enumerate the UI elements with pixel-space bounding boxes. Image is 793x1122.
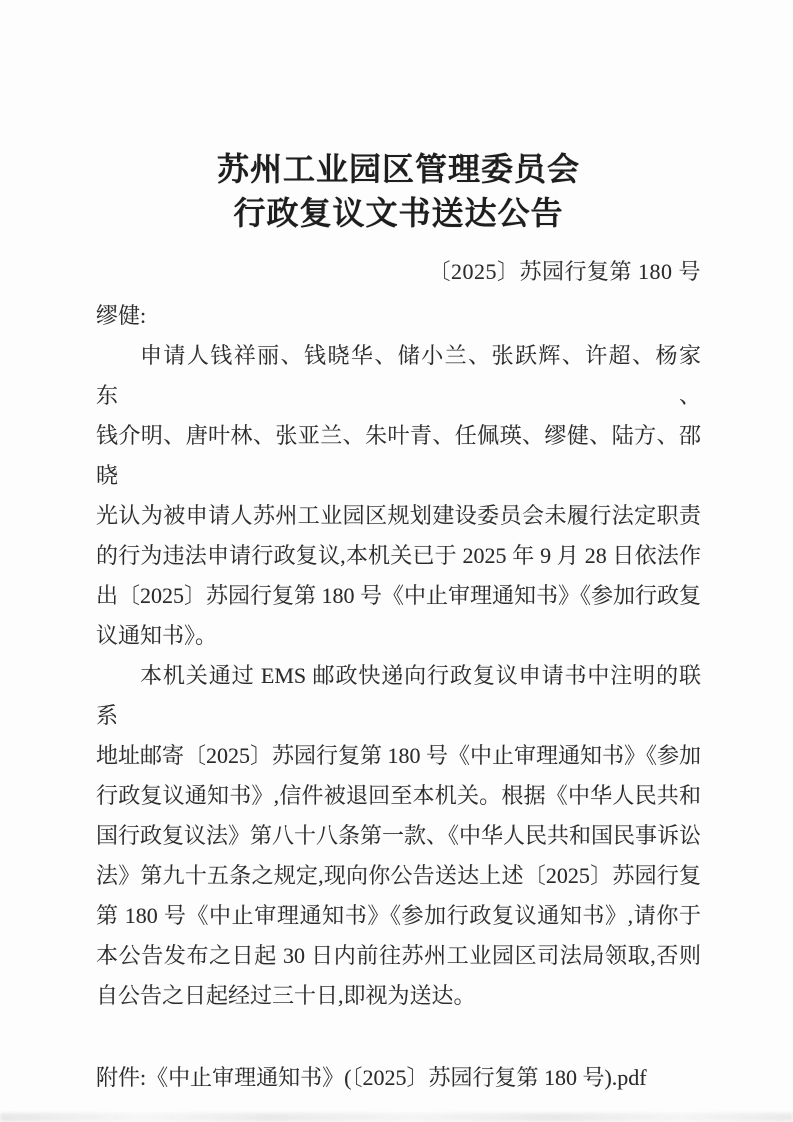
paragraph-line: 国行政复议法》第八十八条第一款、《中华人民共和国民事诉讼 <box>96 823 702 848</box>
document-title-line-1: 苏州工业园区管理委员会 <box>216 151 580 187</box>
paragraph-1 <box>96 336 701 656</box>
paragraph-line: 本公告发布之日起 30 日内前往苏州工业园区司法局领取,否则 <box>96 943 701 968</box>
paragraph-line: 法》第九十五条之规定,现向你公告送达上述〔2025〕苏园行复 <box>96 863 701 888</box>
document-number: 〔2025〕苏园行复第 180 号 <box>428 259 701 284</box>
attachment-line: 附件:《中止审理通知书》(〔2025〕苏园行复第 180 号).pdf <box>96 1065 647 1090</box>
scan-artifact-bottom-smudge <box>0 1113 793 1122</box>
paragraph-line: 钱介明、唐叶林、张亚兰、朱叶青、任佩瑛、缪健、陆方、邵晓 <box>96 423 701 488</box>
paragraph-2 <box>96 656 701 1016</box>
paragraph-line: 第 180 号《中止审理通知书》《参加行政复议通知书》,请你于 <box>96 903 701 928</box>
document-title <box>96 147 701 235</box>
paragraph-line: 行政复议通知书》,信件被退回至本机关。根据《中华人民共和 <box>96 783 701 808</box>
paragraph-line: 出〔2025〕苏园行复第 180 号《中止审理通知书》《参加行政复 <box>96 583 702 608</box>
paragraph-line: 的行为违法申请行政复议,本机关已于 2025 年 9 月 28 日依法作 <box>96 543 701 568</box>
paragraph-line: 地址邮寄〔2025〕苏园行复第 180 号《中止审理通知书》《参加 <box>96 743 702 768</box>
document-title-line-2: 行政复议文书送达公告 <box>233 195 564 231</box>
paragraph-line: 光认为被申请人苏州工业园区规划建设委员会未履行法定职责 <box>96 503 701 528</box>
salutation: 缪健: <box>96 303 147 328</box>
paragraph-line: 申请人钱祥丽、钱晓华、储小兰、张跃辉、许超、杨家东、 <box>96 343 701 408</box>
paragraph-line: 议通知书》。 <box>96 623 218 648</box>
paragraph-line: 自公告之日起经过三十日,即视为送达。 <box>96 983 476 1008</box>
paragraph-line: 本机关通过 EMS 邮政快递向行政复议申请书中注明的联系 <box>96 663 701 728</box>
